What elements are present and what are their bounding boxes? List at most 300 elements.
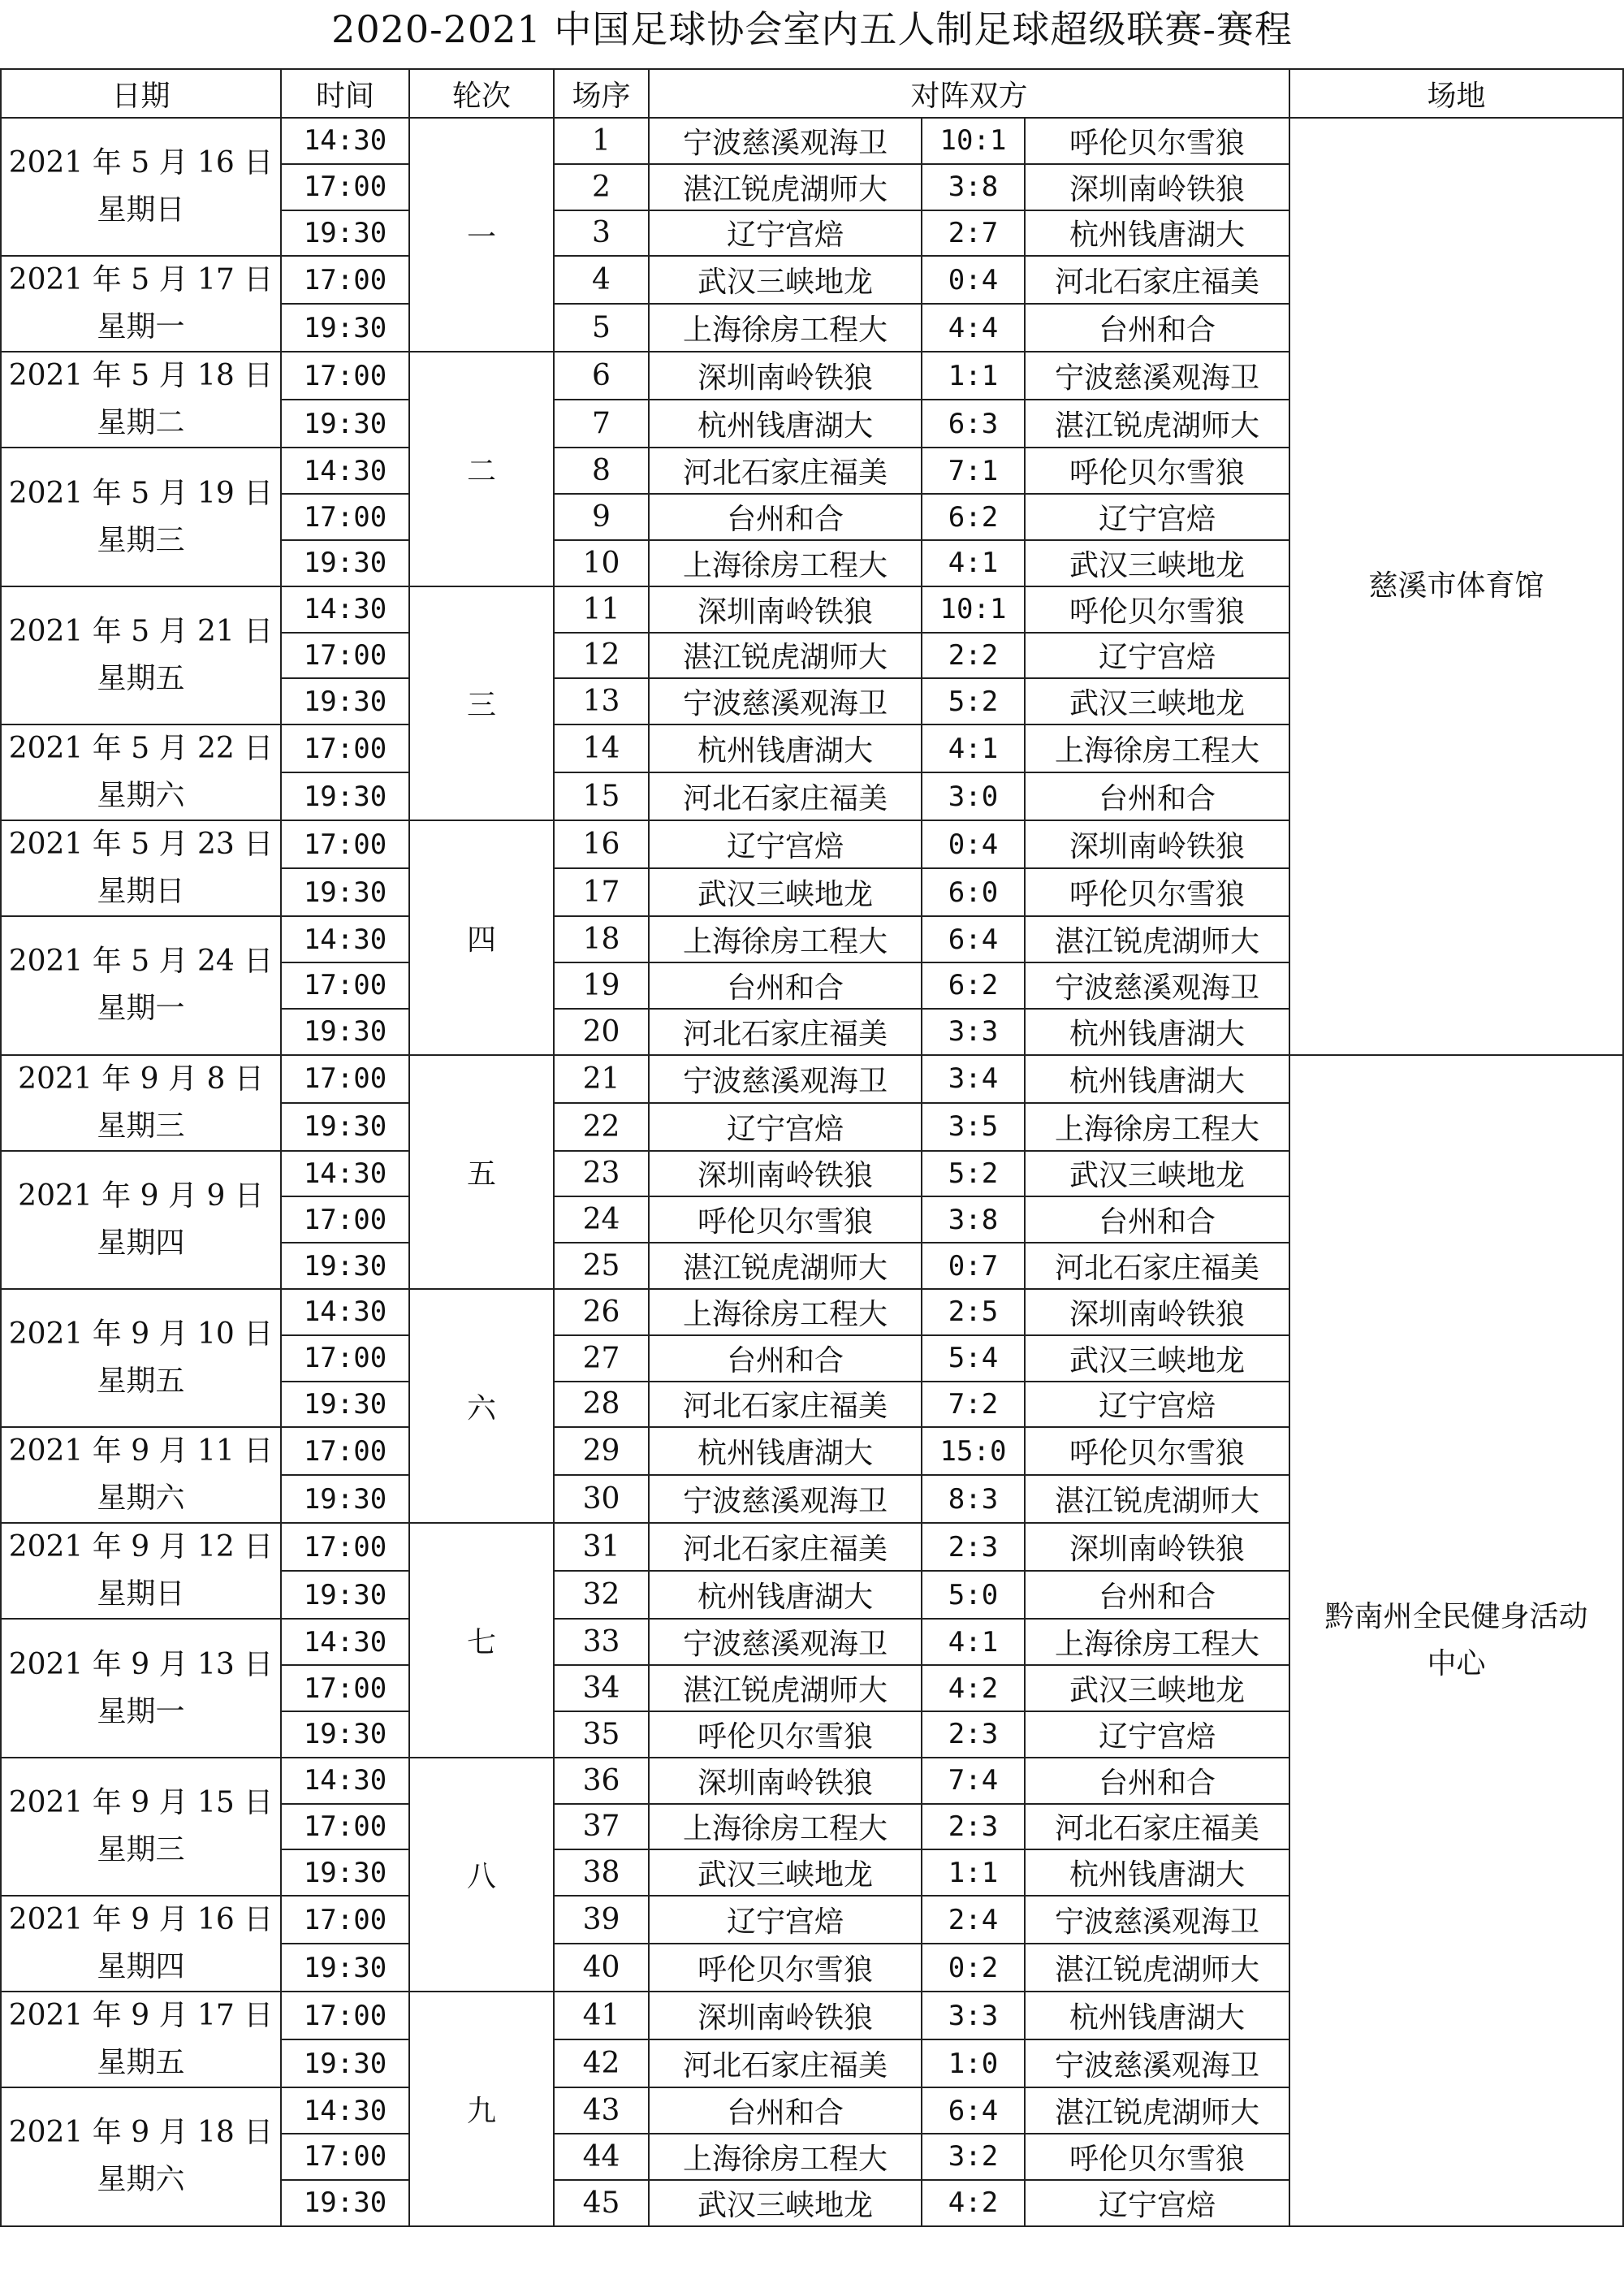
date-cell bbox=[1, 2087, 281, 2225]
match-number-cell: 27 bbox=[554, 1335, 649, 1382]
date-cell bbox=[1, 916, 281, 1054]
score-cell: 7:2 bbox=[922, 1382, 1025, 1428]
date-cell bbox=[1, 352, 281, 448]
away-team-cell: 河北石家庄福美 bbox=[1025, 1243, 1289, 1289]
score-cell: 4:2 bbox=[922, 2180, 1025, 2226]
weekday-text: 星期一 bbox=[97, 1694, 185, 1728]
match-number-cell: 32 bbox=[554, 1571, 649, 1619]
time-cell: 19:30 bbox=[281, 1009, 409, 1055]
round-cell: 九 bbox=[409, 1992, 554, 2225]
away-team-cell: 湛江锐虎湖师大 bbox=[1025, 2087, 1289, 2134]
weekday-text: 星期日 bbox=[97, 1577, 185, 1611]
weekday-text: 星期五 bbox=[97, 1365, 185, 1399]
score-cell: 6:0 bbox=[922, 868, 1025, 916]
time-cell: 19:30 bbox=[281, 1571, 409, 1619]
away-team-cell: 湛江锐虎湖师大 bbox=[1025, 400, 1289, 448]
date-text: 2021 年 9 月 13 日 bbox=[8, 1647, 274, 1681]
time-cell: 17:00 bbox=[281, 1055, 409, 1103]
weekday-text: 星期六 bbox=[97, 779, 185, 813]
match-number-cell: 43 bbox=[554, 2087, 649, 2134]
home-team-cell: 上海徐房工程大 bbox=[649, 2134, 922, 2180]
home-team-cell: 湛江锐虎湖师大 bbox=[649, 1243, 922, 1289]
away-team-cell: 宁波慈溪观海卫 bbox=[1025, 2039, 1289, 2087]
away-team-cell: 辽宁宫焙 bbox=[1025, 2180, 1289, 2226]
date-text: 2021 年 5 月 22 日 bbox=[8, 732, 274, 766]
venue-text: 慈溪市体育馆 bbox=[1368, 569, 1544, 603]
time-cell: 19:30 bbox=[281, 1382, 409, 1428]
date-text: 2021 年 9 月 12 日 bbox=[8, 1530, 274, 1564]
home-team-cell: 河北石家庄福美 bbox=[649, 1523, 922, 1571]
match-number-cell: 41 bbox=[554, 1992, 649, 2039]
home-team-cell: 武汉三峡地龙 bbox=[649, 868, 922, 916]
match-number-cell: 5 bbox=[554, 304, 649, 352]
match-number-cell: 10 bbox=[554, 540, 649, 586]
schedule-table bbox=[0, 68, 1624, 2227]
away-team-cell: 武汉三峡地龙 bbox=[1025, 1151, 1289, 1197]
away-team-cell: 呼伦贝尔雪狼 bbox=[1025, 2134, 1289, 2180]
date-text: 2021 年 9 月 8 日 bbox=[18, 1062, 264, 1096]
home-team-cell: 宁波慈溪观海卫 bbox=[649, 678, 922, 724]
match-number-cell: 35 bbox=[554, 1711, 649, 1758]
match-number-cell: 12 bbox=[554, 633, 649, 679]
time-cell: 19:30 bbox=[281, 2180, 409, 2226]
time-cell: 17:00 bbox=[281, 352, 409, 400]
away-team-cell: 武汉三峡地龙 bbox=[1025, 1665, 1289, 1711]
match-number-cell: 24 bbox=[554, 1196, 649, 1243]
date-text: 2021 年 5 月 17 日 bbox=[8, 263, 274, 297]
match-number-cell: 14 bbox=[554, 724, 649, 772]
weekday-text: 星期一 bbox=[97, 992, 185, 1026]
score-cell: 6:2 bbox=[922, 494, 1025, 540]
score-cell: 7:4 bbox=[922, 1758, 1025, 1804]
score-cell: 8:3 bbox=[922, 1475, 1025, 1523]
match-number-cell: 7 bbox=[554, 400, 649, 448]
match-number-cell: 31 bbox=[554, 1523, 649, 1571]
home-team-cell: 上海徐房工程大 bbox=[649, 1289, 922, 1335]
match-number-cell: 36 bbox=[554, 1758, 649, 1804]
time-cell: 14:30 bbox=[281, 448, 409, 494]
score-cell: 0:7 bbox=[922, 1243, 1025, 1289]
score-cell: 5:0 bbox=[922, 1571, 1025, 1619]
date-text: 2021 年 5 月 19 日 bbox=[8, 476, 274, 510]
match-number-cell: 45 bbox=[554, 2180, 649, 2226]
venue-cell bbox=[1289, 118, 1623, 1055]
score-cell: 6:3 bbox=[922, 400, 1025, 448]
score-cell: 2:5 bbox=[922, 1289, 1025, 1335]
away-team-cell: 湛江锐虎湖师大 bbox=[1025, 1475, 1289, 1523]
date-cell bbox=[1, 1151, 281, 1289]
score-cell: 3:0 bbox=[922, 772, 1025, 820]
home-team-cell: 上海徐房工程大 bbox=[649, 916, 922, 962]
score-cell: 4:2 bbox=[922, 1665, 1025, 1711]
home-team-cell: 深圳南岭铁狼 bbox=[649, 1992, 922, 2039]
weekday-text: 星期三 bbox=[97, 1832, 185, 1866]
home-team-cell: 杭州钱唐湖大 bbox=[649, 724, 922, 772]
date-text: 2021 年 9 月 11 日 bbox=[8, 1434, 274, 1468]
score-cell: 1:1 bbox=[922, 352, 1025, 400]
home-team-cell: 辽宁宫焙 bbox=[649, 210, 922, 257]
table-row bbox=[1, 1055, 1623, 1103]
score-cell: 2:4 bbox=[922, 1896, 1025, 1944]
home-team-cell: 辽宁宫焙 bbox=[649, 1103, 922, 1151]
score-cell: 0:4 bbox=[922, 820, 1025, 868]
away-team-cell: 上海徐房工程大 bbox=[1025, 1619, 1289, 1665]
away-team-cell: 杭州钱唐湖大 bbox=[1025, 210, 1289, 257]
away-team-cell: 深圳南岭铁狼 bbox=[1025, 820, 1289, 868]
date-text: 2021 年 9 月 16 日 bbox=[8, 1903, 274, 1937]
page-title: 2020-2021 中国足球协会室内五人制足球超级联赛-赛程 bbox=[331, 7, 1293, 51]
date-text: 2021 年 5 月 18 日 bbox=[8, 359, 274, 393]
time-cell: 14:30 bbox=[281, 2087, 409, 2134]
time-cell: 17:00 bbox=[281, 633, 409, 679]
time-cell: 17:00 bbox=[281, 2134, 409, 2180]
time-cell: 19:30 bbox=[281, 304, 409, 352]
away-team-cell: 辽宁宫焙 bbox=[1025, 633, 1289, 679]
match-number-cell: 3 bbox=[554, 210, 649, 257]
score-cell: 2:3 bbox=[922, 1523, 1025, 1571]
match-number-cell: 39 bbox=[554, 1896, 649, 1944]
score-cell: 4:4 bbox=[922, 304, 1025, 352]
score-cell: 3:5 bbox=[922, 1103, 1025, 1151]
date-cell bbox=[1, 1992, 281, 2087]
match-number-cell: 26 bbox=[554, 1289, 649, 1335]
round-cell: 二 bbox=[409, 352, 554, 586]
time-cell: 19:30 bbox=[281, 1849, 409, 1896]
time-cell: 19:30 bbox=[281, 678, 409, 724]
weekday-text: 星期五 bbox=[97, 2046, 185, 2080]
header-round: 轮次 bbox=[409, 69, 554, 118]
score-cell: 4:1 bbox=[922, 1619, 1025, 1665]
date-cell bbox=[1, 1896, 281, 1992]
time-cell: 17:00 bbox=[281, 1665, 409, 1711]
away-team-cell: 杭州钱唐湖大 bbox=[1025, 1009, 1289, 1055]
time-cell: 17:00 bbox=[281, 1427, 409, 1475]
score-cell: 0:4 bbox=[922, 256, 1025, 304]
match-number-cell: 30 bbox=[554, 1475, 649, 1523]
score-cell: 10:1 bbox=[922, 586, 1025, 633]
date-text: 2021 年 9 月 15 日 bbox=[8, 1785, 274, 1819]
header-match-no: 场序 bbox=[554, 69, 649, 118]
round-cell: 五 bbox=[409, 1055, 554, 1289]
date-cell bbox=[1, 256, 281, 352]
weekday-text: 星期五 bbox=[97, 661, 185, 695]
weekday-text: 星期四 bbox=[97, 1950, 185, 1984]
round-cell: 一 bbox=[409, 118, 554, 352]
away-team-cell: 深圳南岭铁狼 bbox=[1025, 164, 1289, 210]
away-team-cell: 辽宁宫焙 bbox=[1025, 494, 1289, 540]
score-cell: 3:4 bbox=[922, 1055, 1025, 1103]
score-cell: 5:4 bbox=[922, 1335, 1025, 1382]
away-team-cell: 河北石家庄福美 bbox=[1025, 256, 1289, 304]
time-cell: 19:30 bbox=[281, 2039, 409, 2087]
home-team-cell: 宁波慈溪观海卫 bbox=[649, 118, 922, 164]
time-cell: 17:00 bbox=[281, 256, 409, 304]
match-number-cell: 8 bbox=[554, 448, 649, 494]
home-team-cell: 辽宁宫焙 bbox=[649, 820, 922, 868]
match-number-cell: 13 bbox=[554, 678, 649, 724]
header-row bbox=[1, 69, 1623, 118]
date-cell bbox=[1, 1619, 281, 1757]
home-team-cell: 深圳南岭铁狼 bbox=[649, 1758, 922, 1804]
score-cell: 3:3 bbox=[922, 1009, 1025, 1055]
away-team-cell: 呼伦贝尔雪狼 bbox=[1025, 118, 1289, 164]
date-text: 2021 年 9 月 10 日 bbox=[8, 1317, 274, 1352]
time-cell: 17:00 bbox=[281, 1196, 409, 1243]
time-cell: 19:30 bbox=[281, 1944, 409, 1992]
away-team-cell: 上海徐房工程大 bbox=[1025, 1103, 1289, 1151]
away-team-cell: 台州和合 bbox=[1025, 772, 1289, 820]
match-number-cell: 40 bbox=[554, 1944, 649, 1992]
home-team-cell: 台州和合 bbox=[649, 2087, 922, 2134]
home-team-cell: 呼伦贝尔雪狼 bbox=[649, 1944, 922, 1992]
match-number-cell: 16 bbox=[554, 820, 649, 868]
time-cell: 19:30 bbox=[281, 772, 409, 820]
time-cell: 19:30 bbox=[281, 1243, 409, 1289]
home-team-cell: 河北石家庄福美 bbox=[649, 1009, 922, 1055]
home-team-cell: 上海徐房工程大 bbox=[649, 1804, 922, 1850]
home-team-cell: 台州和合 bbox=[649, 962, 922, 1009]
venue-text-line1: 黔南州全民健身活动 bbox=[1324, 1599, 1588, 1633]
date-cell bbox=[1, 448, 281, 586]
time-cell: 17:00 bbox=[281, 962, 409, 1009]
match-number-cell: 44 bbox=[554, 2134, 649, 2180]
away-team-cell: 台州和合 bbox=[1025, 1758, 1289, 1804]
time-cell: 14:30 bbox=[281, 916, 409, 962]
score-cell: 3:8 bbox=[922, 1196, 1025, 1243]
time-cell: 17:00 bbox=[281, 1804, 409, 1850]
home-team-cell: 湛江锐虎湖师大 bbox=[649, 1665, 922, 1711]
away-team-cell: 杭州钱唐湖大 bbox=[1025, 1992, 1289, 2039]
time-cell: 19:30 bbox=[281, 400, 409, 448]
home-team-cell: 深圳南岭铁狼 bbox=[649, 352, 922, 400]
away-team-cell: 杭州钱唐湖大 bbox=[1025, 1055, 1289, 1103]
time-cell: 17:00 bbox=[281, 724, 409, 772]
date-text: 2021 年 5 月 16 日 bbox=[8, 146, 274, 180]
date-cell bbox=[1, 1427, 281, 1523]
time-cell: 17:00 bbox=[281, 164, 409, 210]
header-venue: 场地 bbox=[1289, 69, 1623, 118]
match-number-cell: 6 bbox=[554, 352, 649, 400]
away-team-cell: 呼伦贝尔雪狼 bbox=[1025, 868, 1289, 916]
weekday-text: 星期六 bbox=[97, 2163, 185, 2197]
score-cell: 2:2 bbox=[922, 633, 1025, 679]
match-number-cell: 11 bbox=[554, 586, 649, 633]
home-team-cell: 杭州钱唐湖大 bbox=[649, 1571, 922, 1619]
venue-text-line2: 中心 bbox=[1427, 1646, 1486, 1680]
date-text: 2021 年 5 月 21 日 bbox=[8, 614, 274, 648]
score-cell: 1:1 bbox=[922, 1849, 1025, 1896]
score-cell: 3:2 bbox=[922, 2134, 1025, 2180]
away-team-cell: 台州和合 bbox=[1025, 304, 1289, 352]
weekday-text: 星期一 bbox=[97, 310, 185, 344]
match-number-cell: 22 bbox=[554, 1103, 649, 1151]
match-number-cell: 2 bbox=[554, 164, 649, 210]
time-cell: 19:30 bbox=[281, 1103, 409, 1151]
score-cell: 4:1 bbox=[922, 540, 1025, 586]
venue-cell bbox=[1289, 1055, 1623, 2226]
date-cell bbox=[1, 118, 281, 256]
match-number-cell: 1 bbox=[554, 118, 649, 164]
weekday-text: 星期四 bbox=[97, 1226, 185, 1260]
weekday-text: 星期六 bbox=[97, 1481, 185, 1516]
away-team-cell: 呼伦贝尔雪狼 bbox=[1025, 1427, 1289, 1475]
date-text: 2021 年 9 月 18 日 bbox=[8, 2116, 274, 2150]
match-number-cell: 25 bbox=[554, 1243, 649, 1289]
home-team-cell: 深圳南岭铁狼 bbox=[649, 586, 922, 633]
home-team-cell: 台州和合 bbox=[649, 1335, 922, 1382]
time-cell: 14:30 bbox=[281, 586, 409, 633]
match-number-cell: 18 bbox=[554, 916, 649, 962]
time-cell: 14:30 bbox=[281, 118, 409, 164]
away-team-cell: 湛江锐虎湖师大 bbox=[1025, 916, 1289, 962]
match-number-cell: 38 bbox=[554, 1849, 649, 1896]
time-cell: 19:30 bbox=[281, 1711, 409, 1758]
score-cell: 6:2 bbox=[922, 962, 1025, 1009]
match-number-cell: 17 bbox=[554, 868, 649, 916]
score-cell: 1:0 bbox=[922, 2039, 1025, 2087]
score-cell: 5:2 bbox=[922, 1151, 1025, 1197]
away-team-cell: 宁波慈溪观海卫 bbox=[1025, 352, 1289, 400]
date-cell bbox=[1, 1523, 281, 1619]
date-cell bbox=[1, 586, 281, 724]
away-team-cell: 台州和合 bbox=[1025, 1196, 1289, 1243]
score-cell: 2:3 bbox=[922, 1711, 1025, 1758]
match-number-cell: 15 bbox=[554, 772, 649, 820]
score-cell: 6:4 bbox=[922, 916, 1025, 962]
date-cell bbox=[1, 724, 281, 820]
round-cell: 七 bbox=[409, 1523, 554, 1757]
weekday-text: 星期日 bbox=[97, 193, 185, 227]
score-cell: 2:7 bbox=[922, 210, 1025, 257]
header-date: 日期 bbox=[1, 69, 281, 118]
away-team-cell: 宁波慈溪观海卫 bbox=[1025, 1896, 1289, 1944]
home-team-cell: 上海徐房工程大 bbox=[649, 540, 922, 586]
home-team-cell: 湛江锐虎湖师大 bbox=[649, 633, 922, 679]
date-text: 2021 年 5 月 24 日 bbox=[8, 945, 274, 979]
away-team-cell: 杭州钱唐湖大 bbox=[1025, 1849, 1289, 1896]
weekday-text: 星期二 bbox=[97, 406, 185, 440]
away-team-cell: 深圳南岭铁狼 bbox=[1025, 1523, 1289, 1571]
time-cell: 14:30 bbox=[281, 1619, 409, 1665]
date-cell bbox=[1, 820, 281, 916]
score-cell: 2:3 bbox=[922, 1804, 1025, 1850]
away-team-cell: 上海徐房工程大 bbox=[1025, 724, 1289, 772]
date-text: 2021 年 9 月 17 日 bbox=[8, 1999, 274, 2033]
match-number-cell: 9 bbox=[554, 494, 649, 540]
away-team-cell: 台州和合 bbox=[1025, 1571, 1289, 1619]
home-team-cell: 宁波慈溪观海卫 bbox=[649, 1619, 922, 1665]
table-row bbox=[1, 118, 1623, 164]
away-team-cell: 呼伦贝尔雪狼 bbox=[1025, 448, 1289, 494]
away-team-cell: 湛江锐虎湖师大 bbox=[1025, 1944, 1289, 1992]
score-cell: 3:3 bbox=[922, 1992, 1025, 2039]
time-cell: 17:00 bbox=[281, 1523, 409, 1571]
time-cell: 19:30 bbox=[281, 540, 409, 586]
match-number-cell: 19 bbox=[554, 962, 649, 1009]
schedule-body bbox=[1, 118, 1623, 2226]
match-number-cell: 4 bbox=[554, 256, 649, 304]
away-team-cell: 河北石家庄福美 bbox=[1025, 1804, 1289, 1850]
time-cell: 17:00 bbox=[281, 1896, 409, 1944]
weekday-text: 星期三 bbox=[97, 523, 185, 557]
header-time: 时间 bbox=[281, 69, 409, 118]
date-text: 2021 年 5 月 23 日 bbox=[8, 828, 274, 862]
match-number-cell: 21 bbox=[554, 1055, 649, 1103]
match-number-cell: 37 bbox=[554, 1804, 649, 1850]
away-team-cell: 武汉三峡地龙 bbox=[1025, 1335, 1289, 1382]
time-cell: 19:30 bbox=[281, 868, 409, 916]
away-team-cell: 武汉三峡地龙 bbox=[1025, 540, 1289, 586]
home-team-cell: 武汉三峡地龙 bbox=[649, 2180, 922, 2226]
home-team-cell: 宁波慈溪观海卫 bbox=[649, 1055, 922, 1103]
score-cell: 6:4 bbox=[922, 2087, 1025, 2134]
away-team-cell: 武汉三峡地龙 bbox=[1025, 678, 1289, 724]
home-team-cell: 杭州钱唐湖大 bbox=[649, 400, 922, 448]
home-team-cell: 呼伦贝尔雪狼 bbox=[649, 1711, 922, 1758]
home-team-cell: 台州和合 bbox=[649, 494, 922, 540]
score-cell: 3:8 bbox=[922, 164, 1025, 210]
time-cell: 19:30 bbox=[281, 210, 409, 257]
date-cell bbox=[1, 1289, 281, 1427]
match-number-cell: 23 bbox=[554, 1151, 649, 1197]
away-team-cell: 辽宁宫焙 bbox=[1025, 1382, 1289, 1428]
score-cell: 15:0 bbox=[922, 1427, 1025, 1475]
home-team-cell: 杭州钱唐湖大 bbox=[649, 1427, 922, 1475]
home-team-cell: 武汉三峡地龙 bbox=[649, 1849, 922, 1896]
home-team-cell: 宁波慈溪观海卫 bbox=[649, 1475, 922, 1523]
date-cell bbox=[1, 1055, 281, 1151]
away-team-cell: 深圳南岭铁狼 bbox=[1025, 1289, 1289, 1335]
time-cell: 14:30 bbox=[281, 1289, 409, 1335]
match-number-cell: 42 bbox=[554, 2039, 649, 2087]
score-cell: 10:1 bbox=[922, 118, 1025, 164]
score-cell: 7:1 bbox=[922, 448, 1025, 494]
home-team-cell: 河北石家庄福美 bbox=[649, 448, 922, 494]
time-cell: 17:00 bbox=[281, 820, 409, 868]
match-number-cell: 29 bbox=[554, 1427, 649, 1475]
match-number-cell: 28 bbox=[554, 1382, 649, 1428]
away-team-cell: 呼伦贝尔雪狼 bbox=[1025, 586, 1289, 633]
home-team-cell: 河北石家庄福美 bbox=[649, 2039, 922, 2087]
home-team-cell: 河北石家庄福美 bbox=[649, 772, 922, 820]
score-cell: 0:2 bbox=[922, 1944, 1025, 1992]
away-team-cell: 宁波慈溪观海卫 bbox=[1025, 962, 1289, 1009]
home-team-cell: 河北石家庄福美 bbox=[649, 1382, 922, 1428]
match-number-cell: 20 bbox=[554, 1009, 649, 1055]
away-team-cell: 辽宁宫焙 bbox=[1025, 1711, 1289, 1758]
home-team-cell: 湛江锐虎湖师大 bbox=[649, 164, 922, 210]
home-team-cell: 深圳南岭铁狼 bbox=[649, 1151, 922, 1197]
time-cell: 17:00 bbox=[281, 1335, 409, 1382]
round-cell: 八 bbox=[409, 1758, 554, 1992]
home-team-cell: 武汉三峡地龙 bbox=[649, 256, 922, 304]
date-text: 2021 年 9 月 9 日 bbox=[18, 1179, 264, 1213]
time-cell: 14:30 bbox=[281, 1758, 409, 1804]
home-team-cell: 辽宁宫焙 bbox=[649, 1896, 922, 1944]
header-matchup: 对阵双方 bbox=[649, 69, 1289, 118]
weekday-text: 星期三 bbox=[97, 1109, 185, 1143]
home-team-cell: 上海徐房工程大 bbox=[649, 304, 922, 352]
round-cell: 三 bbox=[409, 586, 554, 820]
time-cell: 19:30 bbox=[281, 1475, 409, 1523]
time-cell: 17:00 bbox=[281, 1992, 409, 2039]
match-number-cell: 34 bbox=[554, 1665, 649, 1711]
time-cell: 14:30 bbox=[281, 1151, 409, 1197]
round-cell: 四 bbox=[409, 820, 554, 1054]
weekday-text: 星期日 bbox=[97, 875, 185, 909]
score-cell: 4:1 bbox=[922, 724, 1025, 772]
date-cell bbox=[1, 1758, 281, 1896]
